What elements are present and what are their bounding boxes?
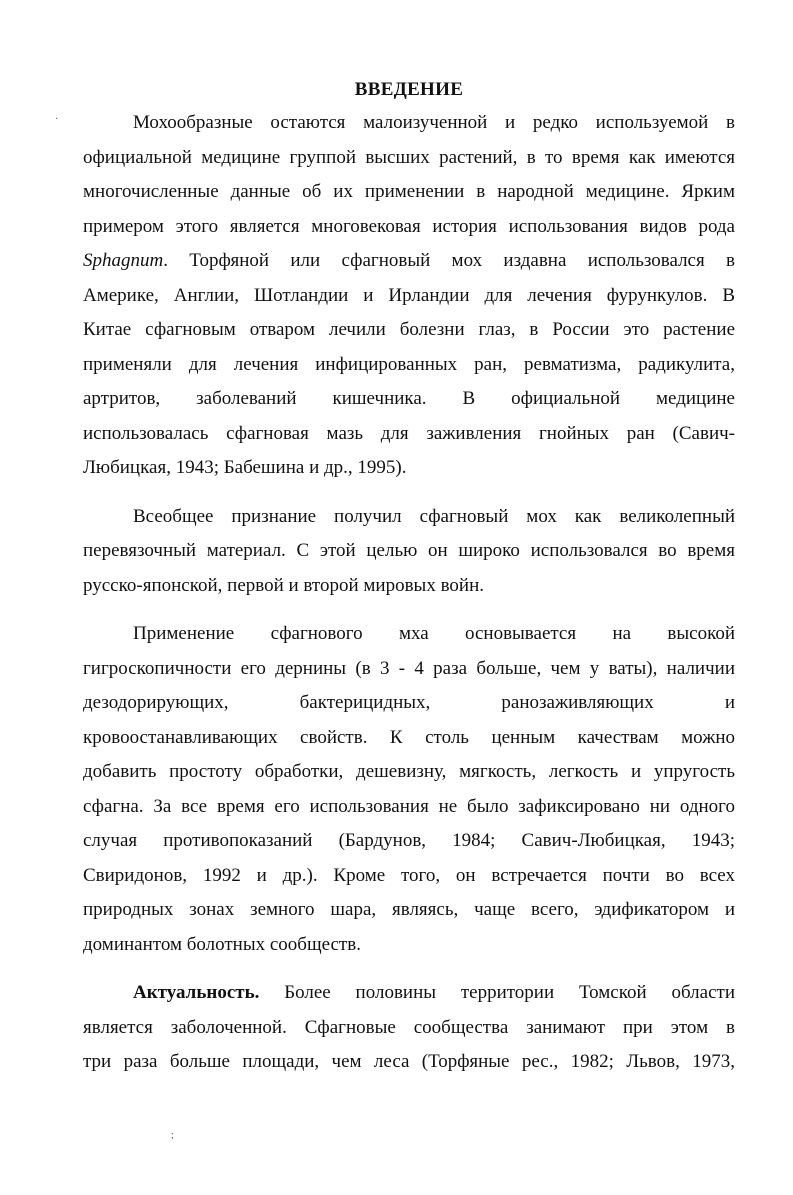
text-line: артритов, заболеваний кишечника. В официальной медицине (83, 388, 735, 409)
text-line: Применение сфагнового мха основывается на высокой (133, 623, 735, 644)
text-line: является заболоченной. Сфагновые сообщества занимают при этом в (83, 1016, 735, 1038)
paragraph-2 (83, 500, 735, 604)
text-line-rest: . Торфяной или сфагновый мох издавна использовался в (163, 250, 735, 271)
text-line: случая противопоказаний (Бардунов, 1984; Савич-Любицкая, 1943; (83, 830, 735, 851)
text-line-sphagnum (83, 244, 735, 279)
text-line: официальной медицине группой высших растений, в то время как имеются (83, 146, 735, 168)
text-line: Америке, Англии, Шотландии и Ирландии для лечения фурункулов. В (83, 284, 735, 306)
text-line: примером этого является многовековая история использования видов рода (83, 215, 735, 237)
text-line: дезодорирующих, бактерицидных, ранозаживляющих и (83, 692, 735, 713)
text-line: три раза больше площади, чем леса (Торфяные рес., 1982; Львов, 1973, (83, 1051, 735, 1072)
text-line: добавить простоту обработки, дешевизну, мягкость, легкость и упругость (83, 761, 735, 782)
text-line: природных зонах земного шара, являясь, чаще всего, эдификатором и (83, 899, 735, 920)
paragraph-1 (83, 106, 735, 486)
text-line: доминантом болотных сообществ. (83, 933, 361, 955)
scan-speck: · (55, 114, 59, 125)
text-line: Свиридонов, 1992 и др.). Кроме того, он встречается почти во всех (83, 864, 735, 886)
text-line: Всеобщее признание получил сфагновый мох как великолепный (133, 505, 735, 527)
text-line: применяли для лечения инфицированных ран, ревматизма, радикулита, (83, 353, 735, 375)
text-line: Мохообразные остаются малоизученной и редко используемой в (133, 112, 735, 133)
genus-name: Sphagnum (83, 250, 164, 271)
section-lead: Актуальность. (133, 982, 260, 1003)
text-line: многочисленные данные об их применении в народной медицине. Ярким (83, 181, 735, 202)
text-line-actuality (83, 976, 735, 1011)
document-page (83, 76, 735, 1080)
text-line-rest: Более половины территории Томской области (259, 982, 735, 1003)
text-line: Китае сфагновым отваром лечили болезни глаз, в России это растение (83, 319, 735, 340)
page-title: ВВЕДЕНИЕ (354, 79, 464, 100)
text-line: сфагна. За все время его использования не было зафиксировано ни одного (83, 795, 735, 817)
paragraph-3 (83, 617, 735, 962)
text-line: использовалась сфагновая мазь для заживления гнойных ран (Савич- (83, 422, 735, 444)
text-line: гигроскопичности его дернины (в 3 - 4 раза больше, чем у ваты), наличии (83, 657, 735, 679)
text-line: Любицкая, 1943; Бабешина и др., 1995). (83, 457, 407, 478)
paragraph-4 (83, 976, 735, 1080)
text-line: перевязочный материал. С этой целью он широко использовался во время (83, 540, 735, 561)
text-line: кровоостанавливающих свойств. К столь ценным качествам можно (83, 726, 735, 748)
text-line: русско-японской, первой и второй мировых войн. (83, 574, 485, 596)
scan-speck: ; (171, 1130, 174, 1141)
